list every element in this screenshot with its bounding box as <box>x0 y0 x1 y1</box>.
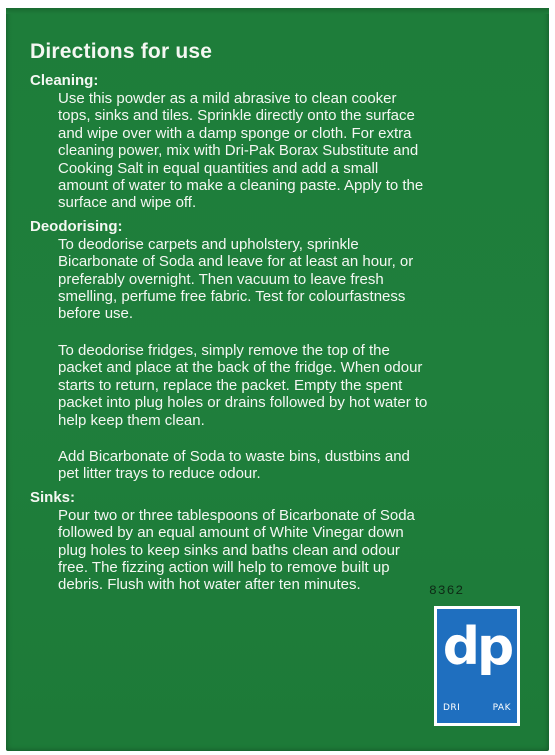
directions-panel <box>30 40 530 594</box>
section-heading-deodorising: Deodorising: <box>30 217 123 235</box>
logo-letters: dp <box>442 617 512 677</box>
deodorising-paragraph-bins: Add Bicarbonate of Soda to waste bins, dustbins and pet litter trays to reduce odour. <box>58 447 410 483</box>
logo-subtext-left: DRI <box>443 703 461 713</box>
package-top-edge <box>6 8 549 14</box>
logo-subtext <box>443 703 511 713</box>
section-heading-sinks: Sinks: <box>30 488 76 506</box>
batch-code: 8362 <box>429 583 465 598</box>
logo-subtext-right: PAK <box>492 703 511 713</box>
directions-title: Directions for use <box>30 40 213 63</box>
sinks-paragraph: Pour two or three tablespoons of Bicarbonate of Soda followed by an equal amount of White Vinegar down plug holes to keep sinks and baths clean and odour free. The fizzing action will help to remove built up debris. Flush with hot water after ten minutes. <box>58 506 415 594</box>
deodorising-paragraph-carpets: To deodorise carpets and upholstery, sprinkle Bicarbonate of Soda and leave for at least an hour, or preferably overnight. Then vacuum to leave fresh smelling, perfume free fabric. Test for colourfastness before use. <box>58 235 414 323</box>
section-heading-cleaning: Cleaning: <box>30 72 99 89</box>
dri-pak-logo <box>434 606 520 726</box>
cleaning-paragraph: Use this powder as a mild abrasive to clean cooker tops, sinks and tiles. Sprinkle directly onto the surface and wipe over with a damp sponge or cloth. For extra cleaning power, mix with Dri-Pak Borax Substitute and Cooking Salt in equal quantities and add a small amount of water to make a cleaning paste. Apply to the surface and wipe off. <box>58 90 424 212</box>
deodorising-paragraph-fridges: To deodorise fridges, simply remove the top of the packet and place at the back of the fridge. When odour starts to return, replace the packet. Empty the spent packet into plug holes or drains followed by hot water to help keep them clean. <box>58 341 428 429</box>
